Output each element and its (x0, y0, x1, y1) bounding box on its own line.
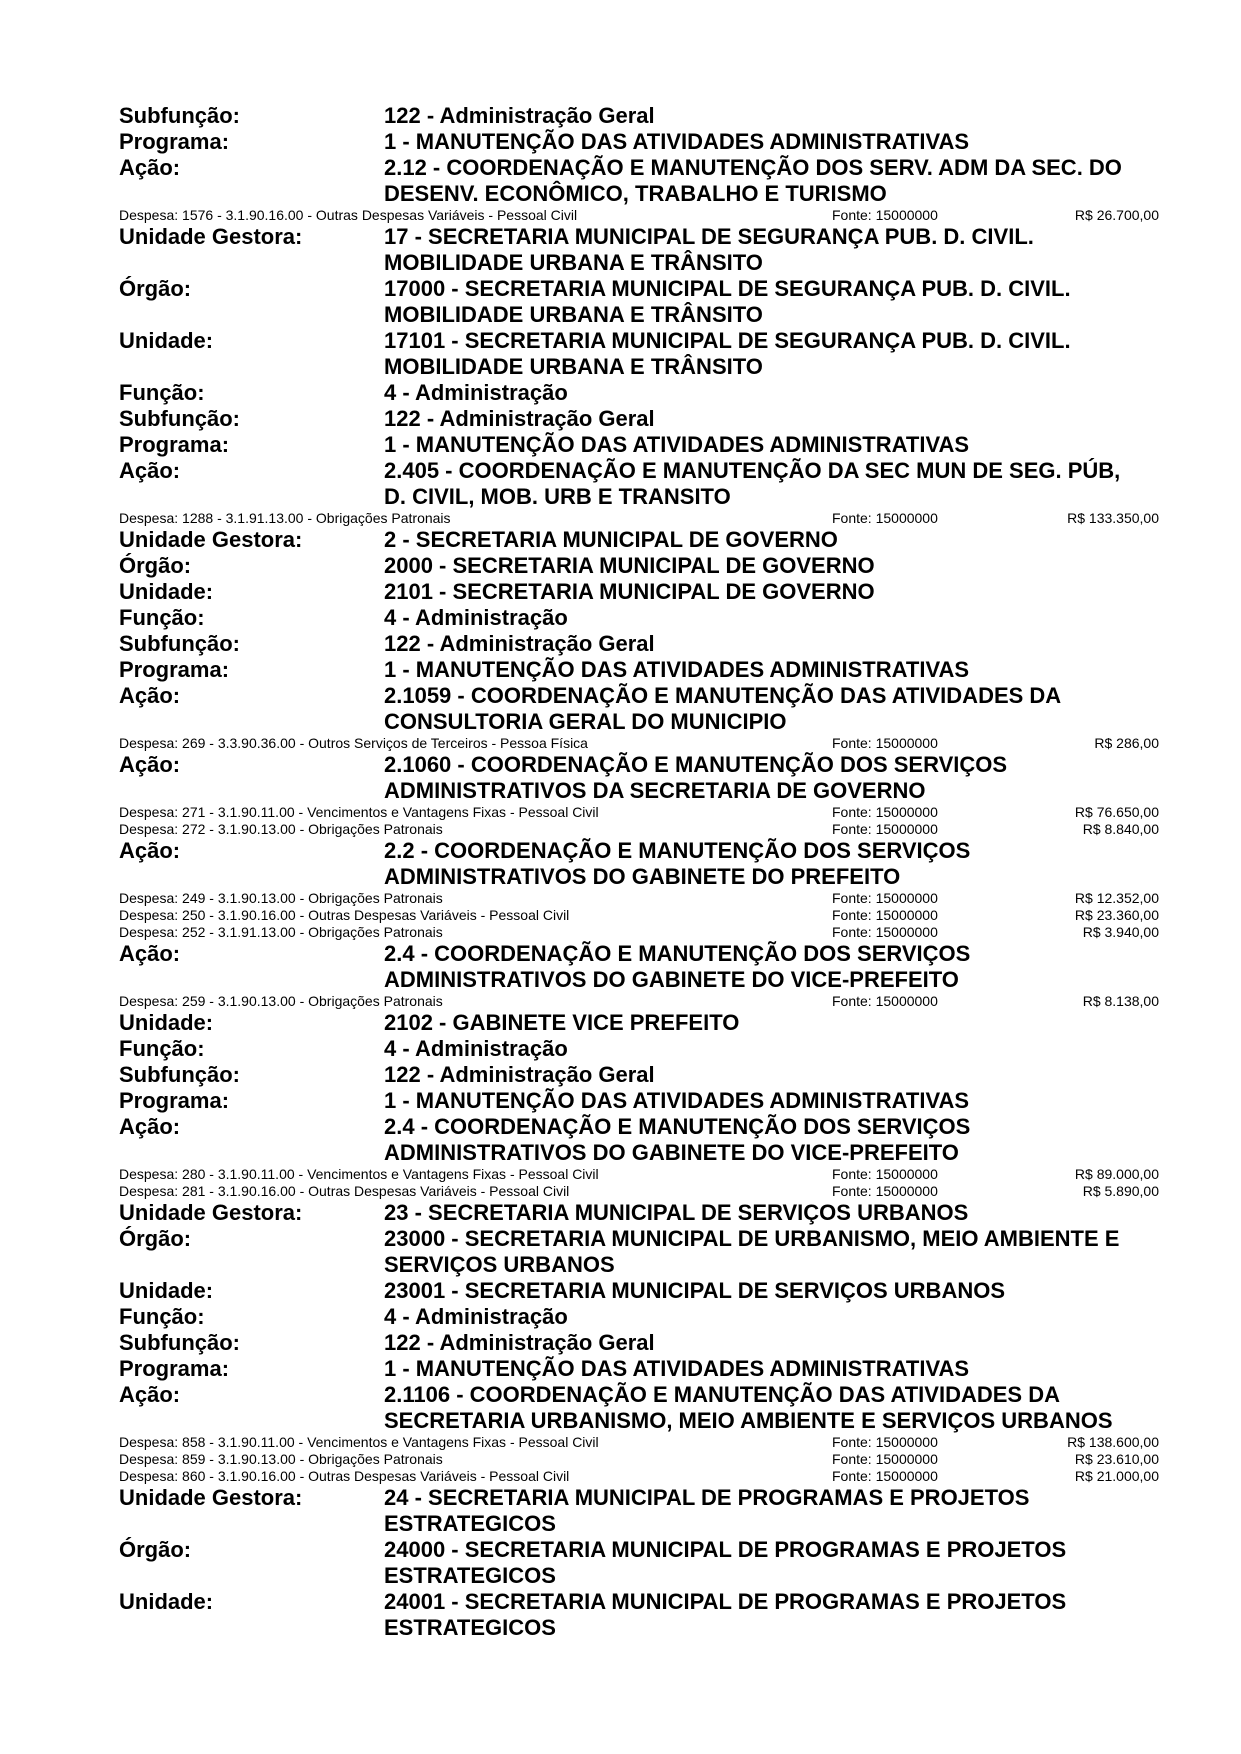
classification-value: 4 - Administração (384, 605, 568, 630)
classification-row (119, 1330, 1159, 1356)
classification-value: 24001 - SECRETARIA MUNICIPAL DE PROGRAMAS E PROJETOS ESTRATEGICOS (384, 1589, 1067, 1640)
classification-row (119, 941, 1159, 993)
expense-row (119, 924, 1159, 941)
classification-row (119, 458, 1159, 510)
expense-description: Despesa: 252 - 3.1.91.13.00 - Obrigações Patronais (119, 924, 443, 940)
classification-value: 122 - Administração Geral (384, 406, 655, 431)
classification-row (119, 1010, 1159, 1036)
classification-row (119, 103, 1159, 129)
expense-amount: R$ 23.360,00 (1074, 907, 1159, 923)
classification-value: 17 - SECRETARIA MUNICIPAL DE SEGURANÇA PUB. D. CIVIL. MOBILIDADE URBANA E TRÂNSITO (384, 224, 1034, 275)
expense-row (119, 1434, 1159, 1451)
classification-row (119, 1226, 1159, 1278)
classification-label: Ação: (119, 838, 181, 863)
classification-row (119, 1382, 1159, 1434)
classification-value: 2.1106 - COORDENAÇÃO E MANUTENÇÃO DAS ATIVIDADES DA SECRETARIA URBANISMO, MEIO AMBIENTE E SERVIÇOS URBANOS (384, 1382, 1113, 1433)
classification-row (119, 1088, 1159, 1114)
classification-label: Unidade: (119, 1589, 214, 1614)
classification-row (119, 224, 1159, 276)
classification-value: 122 - Administração Geral (384, 1330, 655, 1355)
classification-label: Subfunção: (119, 406, 240, 431)
expense-description: Despesa: 281 - 3.1.90.16.00 - Outras Despesas Variáveis - Pessoal Civil (119, 1183, 570, 1199)
classification-value: 2 - SECRETARIA MUNICIPAL DE GOVERNO (384, 527, 838, 552)
classification-label: Unidade Gestora: (119, 224, 303, 249)
expense-fonte: Fonte: 15000000 (832, 993, 938, 1009)
classification-row (119, 1114, 1159, 1166)
classification-label: Órgão: (119, 553, 192, 578)
classification-row (119, 1278, 1159, 1304)
classification-row (119, 553, 1159, 579)
classification-value: 1 - MANUTENÇÃO DAS ATIVIDADES ADMINISTRATIVAS (384, 432, 970, 457)
classification-label: Subfunção: (119, 1062, 240, 1087)
classification-value: 2.12 - COORDENAÇÃO E MANUTENÇÃO DOS SERV. ADM DA SEC. DO DESENV. ECONÔMICO, TRABALHO E TURISMO (384, 155, 1122, 206)
expense-description: Despesa: 271 - 3.1.90.11.00 - Vencimentos e Vantagens Fixas - Pessoal Civil (119, 804, 599, 820)
classification-label: Unidade: (119, 1010, 214, 1035)
classification-value: 2.2 - COORDENAÇÃO E MANUTENÇÃO DOS SERVIÇOS ADMINISTRATIVOS DO GABINETE DO PREFEITO (384, 838, 971, 889)
classification-row (119, 579, 1159, 605)
classification-label: Programa: (119, 129, 230, 154)
classification-row (119, 1036, 1159, 1062)
classification-value: 2.405 - COORDENAÇÃO E MANUTENÇÃO DA SEC MUN DE SEG. PÚB, D. CIVIL, MOB. URB E TRANSITO (384, 458, 1121, 509)
expense-fonte: Fonte: 15000000 (832, 207, 938, 223)
classification-value: 1 - MANUTENÇÃO DAS ATIVIDADES ADMINISTRATIVAS (384, 129, 970, 154)
classification-row (119, 432, 1159, 458)
classification-label: Ação: (119, 1382, 181, 1407)
expense-row (119, 207, 1159, 224)
expense-row (119, 1166, 1159, 1183)
expense-row (119, 1468, 1159, 1485)
expense-description: Despesa: 1288 - 3.1.91.13.00 - Obrigações Patronais (119, 510, 451, 526)
classification-value: 23000 - SECRETARIA MUNICIPAL DE URBANISMO, MEIO AMBIENTE E SERVIÇOS URBANOS (384, 1226, 1120, 1277)
expense-amount: R$ 8.138,00 (1082, 993, 1159, 1009)
classification-label: Órgão: (119, 276, 192, 301)
classification-row (119, 406, 1159, 432)
expense-fonte: Fonte: 15000000 (832, 1468, 938, 1484)
classification-row (119, 1304, 1159, 1330)
expense-amount: R$ 133.350,00 (1067, 510, 1159, 526)
classification-value: 17101 - SECRETARIA MUNICIPAL DE SEGURANÇA PUB. D. CIVIL. MOBILIDADE URBANA E TRÂNSITO (384, 328, 1071, 379)
expense-description: Despesa: 860 - 3.1.90.16.00 - Outras Despesas Variáveis - Pessoal Civil (119, 1468, 570, 1484)
classification-value: 122 - Administração Geral (384, 103, 655, 128)
classification-row (119, 1589, 1159, 1641)
classification-label: Ação: (119, 458, 181, 483)
classification-row (119, 752, 1159, 804)
expense-row (119, 821, 1159, 838)
classification-value: 2102 - GABINETE VICE PREFEITO (384, 1010, 740, 1035)
expense-description: Despesa: 1576 - 3.1.90.16.00 - Outras Despesas Variáveis - Pessoal Civil (119, 207, 578, 223)
classification-label: Ação: (119, 155, 181, 180)
classification-label: Ação: (119, 1114, 181, 1139)
expense-amount: R$ 21.000,00 (1074, 1468, 1159, 1484)
classification-value: 2.4 - COORDENAÇÃO E MANUTENÇÃO DOS SERVIÇOS ADMINISTRATIVOS DO GABINETE DO VICE-PREFEITO (384, 1114, 971, 1165)
classification-row (119, 1062, 1159, 1088)
expense-description: Despesa: 272 - 3.1.90.13.00 - Obrigações Patronais (119, 821, 443, 837)
classification-value: 2101 - SECRETARIA MUNICIPAL DE GOVERNO (384, 579, 875, 604)
classification-label: Função: (119, 1304, 205, 1329)
classification-value: 122 - Administração Geral (384, 1062, 655, 1087)
classification-label: Unidade Gestora: (119, 1485, 303, 1510)
expense-description: Despesa: 280 - 3.1.90.11.00 - Vencimentos e Vantagens Fixas - Pessoal Civil (119, 1166, 599, 1182)
expense-amount: R$ 76.650,00 (1074, 804, 1159, 820)
expense-row (119, 804, 1159, 821)
classification-row (119, 838, 1159, 890)
expense-row (119, 1451, 1159, 1468)
classification-value: 2000 - SECRETARIA MUNICIPAL DE GOVERNO (384, 553, 875, 578)
expense-row (119, 735, 1159, 752)
classification-label: Ação: (119, 683, 181, 708)
classification-row (119, 328, 1159, 380)
expense-fonte: Fonte: 15000000 (832, 510, 938, 526)
expense-description: Despesa: 269 - 3.3.90.36.00 - Outros Serviços de Terceiros - Pessoa Física (119, 735, 588, 751)
expense-row (119, 890, 1159, 907)
classification-label: Unidade Gestora: (119, 1200, 303, 1225)
expense-description: Despesa: 859 - 3.1.90.13.00 - Obrigações Patronais (119, 1451, 443, 1467)
classification-row (119, 155, 1159, 207)
classification-row (119, 527, 1159, 553)
expense-description: Despesa: 250 - 3.1.90.16.00 - Outras Despesas Variáveis - Pessoal Civil (119, 907, 570, 923)
classification-label: Unidade: (119, 328, 214, 353)
expense-amount: R$ 89.000,00 (1074, 1166, 1159, 1182)
expense-fonte: Fonte: 15000000 (832, 890, 938, 906)
classification-label: Subfunção: (119, 103, 240, 128)
expense-row (119, 1183, 1159, 1200)
classification-value: 1 - MANUTENÇÃO DAS ATIVIDADES ADMINISTRATIVAS (384, 657, 970, 682)
expense-row (119, 510, 1159, 527)
expense-amount: R$ 12.352,00 (1074, 890, 1159, 906)
expense-description: Despesa: 259 - 3.1.90.13.00 - Obrigações Patronais (119, 993, 443, 1009)
classification-row (119, 631, 1159, 657)
classification-label: Subfunção: (119, 631, 240, 656)
classification-value: 4 - Administração (384, 1304, 568, 1329)
classification-value: 1 - MANUTENÇÃO DAS ATIVIDADES ADMINISTRATIVAS (384, 1356, 970, 1381)
classification-label: Unidade: (119, 1278, 214, 1303)
classification-row (119, 129, 1159, 155)
expense-fonte: Fonte: 15000000 (832, 1434, 938, 1450)
classification-row (119, 657, 1159, 683)
classification-value: 4 - Administração (384, 380, 568, 405)
classification-row (119, 380, 1159, 406)
classification-value: 23 - SECRETARIA MUNICIPAL DE SERVIÇOS URBANOS (384, 1200, 969, 1225)
expense-amount: R$ 5.890,00 (1082, 1183, 1159, 1199)
classification-label: Programa: (119, 1356, 230, 1381)
expense-amount: R$ 138.600,00 (1067, 1434, 1159, 1450)
classification-label: Função: (119, 380, 205, 405)
classification-label: Ação: (119, 941, 181, 966)
classification-row (119, 276, 1159, 328)
expense-amount: R$ 3.940,00 (1082, 924, 1159, 940)
classification-value: 23001 - SECRETARIA MUNICIPAL DE SERVIÇOS URBANOS (384, 1278, 1006, 1303)
classification-row (119, 1537, 1159, 1589)
classification-label: Subfunção: (119, 1330, 240, 1355)
expense-fonte: Fonte: 15000000 (832, 907, 938, 923)
classification-label: Programa: (119, 432, 230, 457)
expense-row (119, 993, 1159, 1010)
classification-value: 24000 - SECRETARIA MUNICIPAL DE PROGRAMAS E PROJETOS ESTRATEGICOS (384, 1537, 1067, 1588)
classification-label: Programa: (119, 657, 230, 682)
classification-label: Função: (119, 605, 205, 630)
expense-amount: R$ 286,00 (1094, 735, 1159, 751)
expense-fonte: Fonte: 15000000 (832, 1166, 938, 1182)
classification-row (119, 683, 1159, 735)
expense-description: Despesa: 858 - 3.1.90.11.00 - Vencimentos e Vantagens Fixas - Pessoal Civil (119, 1434, 599, 1450)
classification-label: Programa: (119, 1088, 230, 1113)
classification-label: Órgão: (119, 1226, 192, 1251)
classification-label: Função: (119, 1036, 205, 1061)
expense-fonte: Fonte: 15000000 (832, 924, 938, 940)
classification-value: 1 - MANUTENÇÃO DAS ATIVIDADES ADMINISTRATIVAS (384, 1088, 970, 1113)
classification-row (119, 1200, 1159, 1226)
expense-amount: R$ 23.610,00 (1074, 1451, 1159, 1467)
expense-fonte: Fonte: 15000000 (832, 804, 938, 820)
expense-fonte: Fonte: 15000000 (832, 1183, 938, 1199)
classification-label: Órgão: (119, 1537, 192, 1562)
classification-row (119, 1356, 1159, 1382)
classification-row (119, 1485, 1159, 1537)
expense-fonte: Fonte: 15000000 (832, 735, 938, 751)
classification-value: 122 - Administração Geral (384, 631, 655, 656)
expense-description: Despesa: 249 - 3.1.90.13.00 - Obrigações Patronais (119, 890, 443, 906)
expense-fonte: Fonte: 15000000 (832, 821, 938, 837)
classification-value: 24 - SECRETARIA MUNICIPAL DE PROGRAMAS E PROJETOS ESTRATEGICOS (384, 1485, 1030, 1536)
classification-value: 4 - Administração (384, 1036, 568, 1061)
budget-document (119, 103, 1159, 1641)
classification-value: 2.1059 - COORDENAÇÃO E MANUTENÇÃO DAS ATIVIDADES DA CONSULTORIA GERAL DO MUNICIPIO (384, 683, 1062, 734)
expense-row (119, 907, 1159, 924)
classification-label: Unidade Gestora: (119, 527, 303, 552)
classification-label: Ação: (119, 752, 181, 777)
classification-label: Unidade: (119, 579, 214, 604)
expense-amount: R$ 26.700,00 (1074, 207, 1159, 223)
classification-value: 17000 - SECRETARIA MUNICIPAL DE SEGURANÇA PUB. D. CIVIL. MOBILIDADE URBANA E TRÂNSITO (384, 276, 1071, 327)
expense-amount: R$ 8.840,00 (1082, 821, 1159, 837)
classification-row (119, 605, 1159, 631)
classification-value: 2.1060 - COORDENAÇÃO E MANUTENÇÃO DOS SERVIÇOS ADMINISTRATIVOS DA SECRETARIA DE GOVERNO (384, 752, 1008, 803)
expense-fonte: Fonte: 15000000 (832, 1451, 938, 1467)
classification-value: 2.4 - COORDENAÇÃO E MANUTENÇÃO DOS SERVIÇOS ADMINISTRATIVOS DO GABINETE DO VICE-PREFEITO (384, 941, 971, 992)
